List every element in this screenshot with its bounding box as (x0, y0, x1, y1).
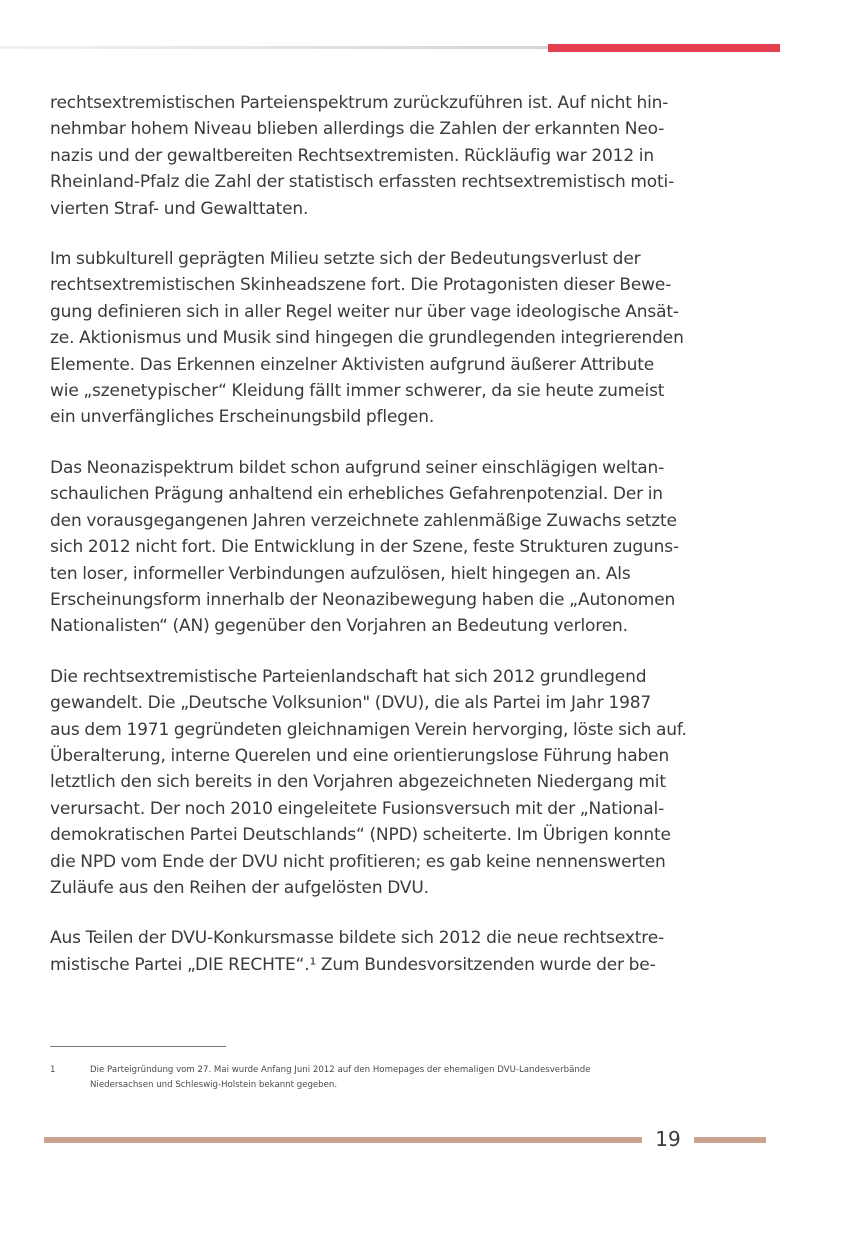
footnote-text: Die Parteigründung vom 27. Mai wurde Anfang Juni 2012 auf den Homepages der ehemaligen DVU-Landesverbände Niedersachsen und Schleswig-Holstein bekannt gegeben. (90, 1065, 591, 1090)
footnote (50, 1063, 766, 1093)
footer-rule-left (44, 1137, 642, 1143)
paragraph-1: rechtsextremistischen Parteienspektrum zurückzuführen ist. Auf nicht hin- nehmbar hohem Niveau blieben allerdings die Zahlen der erkannten Neo- nazis und der gewaltbereiten Rechtsextremisten. Rückläufig war 2012 in Rheinland-Pfalz die Zahl der statistisch erfassten rechtsextremistisch moti- vierten Straf- und Gewalttaten. (50, 93, 675, 219)
paragraph-5: Aus Teilen der DVU-Konkursmasse bildete sich 2012 die neue rechtsextre- mistische Partei „DIE RECHTE“.¹ Zum Bundesvorsitzenden wurde der be- (50, 928, 665, 975)
page-number: 19 (655, 1127, 681, 1151)
paragraph-4: Die rechtsextremistische Parteienlandschaft hat sich 2012 grundlegend gewandelt. Die „Deutsche Volksunion" (DVU), die als Partei im Jahr 1987 aus dem 1971 gegründeten gleichnamigen Verein hervorging, löste sich auf. Überalterung, interne Querelen und eine orientierungslose Führung haben letztlich den sich bereits in den Vorjahren abgezeichneten Niedergang mit verursacht. Der noch 2010 eingeleitete Fusionsversuch mit der „National- demokratischen Partei Deutschlands“ (NPD) scheiterte. Im Übrigen konnte die NPD vom Ende der DVU nicht profitieren; es gab keine nennenswerten Zuläufe aus den Reihen der aufgelösten DVU. (50, 666, 687, 898)
paragraph-2: Im subkulturell geprägten Milieu setzte sich der Bedeutungsverlust der rechtsextremistischen Skinheadszene fort. Die Protagonisten dieser Bewe- gung definieren sich in aller Regel weiter nur über vage ideologische Ansät- ze. Aktionismus und Musik sind hingegen die grundlegenden integrierenden Elemente. Das Erkennen einzelner Aktivisten aufgrund äußerer Attribute wie „szenetypischer“ Kleidung fällt immer schwerer, da sie heute zumeist ein unverfängliches Erscheinungsbild pflegen. (50, 249, 684, 428)
footer-rule-right (694, 1137, 766, 1143)
footnote-separator (50, 1046, 226, 1047)
paragraph-3: Das Neonazispektrum bildet schon aufgrund seiner einschlägigen weltan- schaulichen Prägung anhaltend ein erhebliches Gefahrenpotenzial. Der in den vorausgegangenen Jahren verzeichnete zahlenmäßige Zuwachs setzte sich 2012 nicht fort. Die Entwicklung in der Szene, feste Strukturen zuguns- ten loser, informeller Verbindungen aufzulösen, hielt hingegen an. Als Erscheinungsform innerhalb der Neonazibewegung haben die „Autonomen Nationalisten“ (AN) gegenüber den Vorjahren an Bedeutung verloren. (50, 457, 679, 637)
body-text (50, 90, 762, 1002)
header-rule-grey (0, 46, 548, 49)
header-rule-accent (548, 44, 780, 52)
footnote-number: 1 (50, 1065, 56, 1075)
